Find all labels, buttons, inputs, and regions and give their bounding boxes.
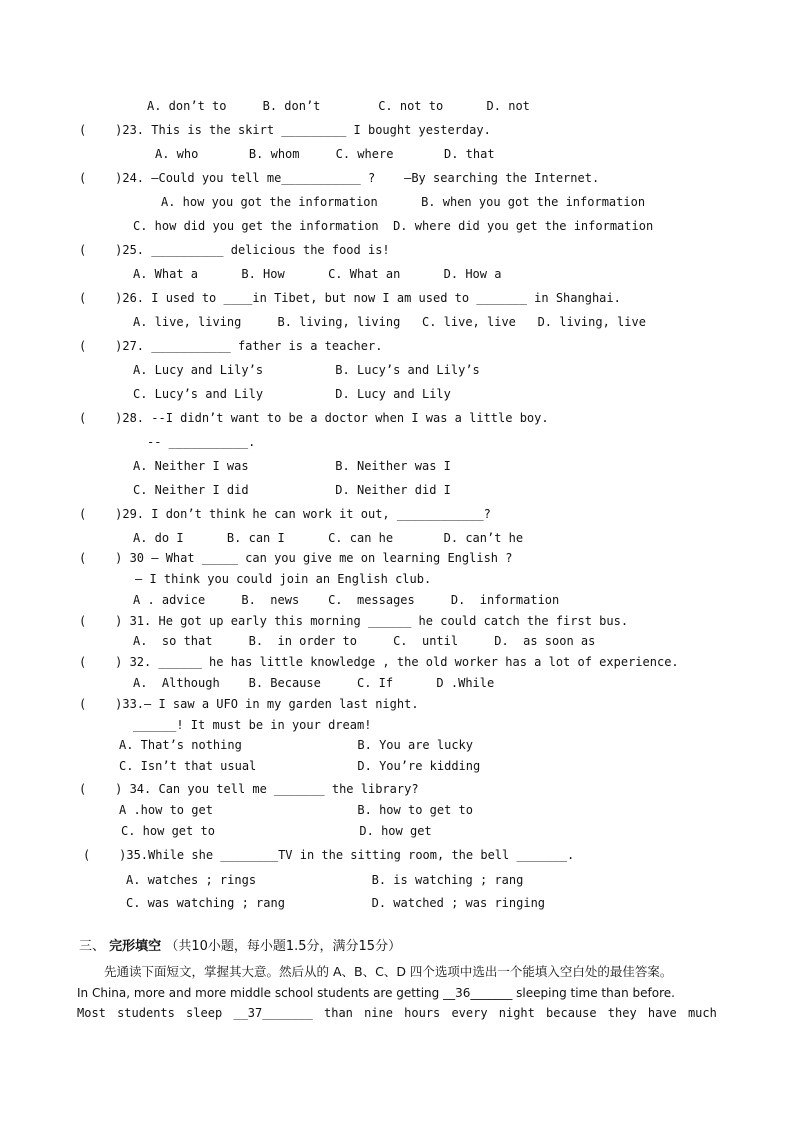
text-line: ( )25. __________ delicious the food is! [79,243,390,257]
section-heading [79,939,401,955]
passage-word: much [687,1006,717,1020]
passage-word: every [451,1006,488,1020]
text-line: A . advice B. news C. messages D. information [133,593,560,607]
passage-word: nine [364,1006,393,1020]
text-line: A. Lucy and Lily’s B. Lucy’s and Lily’s [133,363,480,377]
text-line: A. don’t to B. don’t C. not to D. not [147,99,530,113]
section-number: 三、 [79,939,106,954]
text-line: C. how get to D. how get [121,824,432,838]
passage-word: they [607,1006,637,1020]
text-line: A. do I B. can I C. can he D. can’t he [133,531,524,545]
text-line: ( )33.– I saw a UFO in my garden last night. [79,697,419,711]
section-note: （共10小题，每小题1.5分，满分15分） [165,939,402,954]
text-line: ______! It must be in your dream! [133,718,372,732]
text-line: ( )29. I don’t think he can work it out, ____________? [79,507,491,521]
section-instruction: 先通读下面短文，掌握其大意。然后从的 A、B、C、D 四个选项中选出一个能填入空白处的最佳答案。 [104,964,673,979]
passage-word: than [324,1006,353,1020]
passage-word: Most [77,1006,106,1020]
text-line: ( ) 34. Can you tell me _______ the library? [79,782,419,796]
text-line: ( )24. —Could you tell me___________ ? —By searching the Internet. [79,171,600,185]
text-line: A. who B. whom C. where D. that [155,147,495,161]
passage-line-2 [77,1006,717,1020]
text-line: ( )23. This is the skirt _________ I bought yesterday. [79,123,491,137]
passage-word: have [647,1006,677,1020]
passage-word: __37_______ [233,1006,313,1020]
text-line: C. Isn’t that usual D. You’re kidding [119,759,481,773]
text-line: A. What a B. How C. What an D. How a [133,267,502,281]
text-line: ( ) 32. ______ he has little knowledge , the old worker has a lot of experience. [79,655,679,669]
text-line: ( ) 31. He got up early this morning ______ he could catch the first bus. [79,614,629,628]
text-line: A. how you got the information B. when you got the information [161,195,646,209]
text-line: ( ) 30 – What _____ can you give me on learning English ? [79,551,513,565]
passage-word: students [117,1006,175,1020]
passage-word: because [546,1006,597,1020]
text-line: C. was watching ; rang D. watched ; was ringing [126,896,546,910]
text-line: ( )28. --I didn’t want to be a doctor when I was a little boy. [79,411,549,425]
section-title: 完形填空 [109,939,162,954]
text-line: C. Neither I did D. Neither did I [133,483,451,497]
text-line: – I think you could join an English club. [135,572,432,586]
text-line: A. Neither I was B. Neither was I [133,459,451,473]
text-line: A. That’s nothing B. You are lucky [119,738,474,752]
text-line: A. Although B. Because C. If D .While [133,676,495,690]
text-line: ( )26. I used to ____in Tibet, but now I am used to _______ in Shanghai. [79,291,621,305]
passage-word: sleep [186,1006,223,1020]
text-line: C. Lucy’s and Lily D. Lucy and Lily [133,387,451,401]
passage-line-1: In China, more and more middle school students are getting __36_______ sleeping time than before. [77,986,675,1000]
text-line: A. watches ; rings B. is watching ; rang [126,873,524,887]
text-line: ( )35.While she ________TV in the sitting room, the bell _______. [83,848,575,862]
text-line: A. live, living B. living, living C. live, live D. living, live [133,315,646,329]
passage-word: hours [404,1006,441,1020]
text-line: -- ___________. [147,435,256,449]
text-line: A. so that B. in order to C. until D. as soon as [133,634,596,648]
text-line: A .how to get B. how to get to [119,803,474,817]
passage-word: night [498,1006,535,1020]
text-line: C. how did you get the information D. where did you get the information [133,219,654,233]
text-line: ( )27. ___________ father is a teacher. [79,339,383,353]
